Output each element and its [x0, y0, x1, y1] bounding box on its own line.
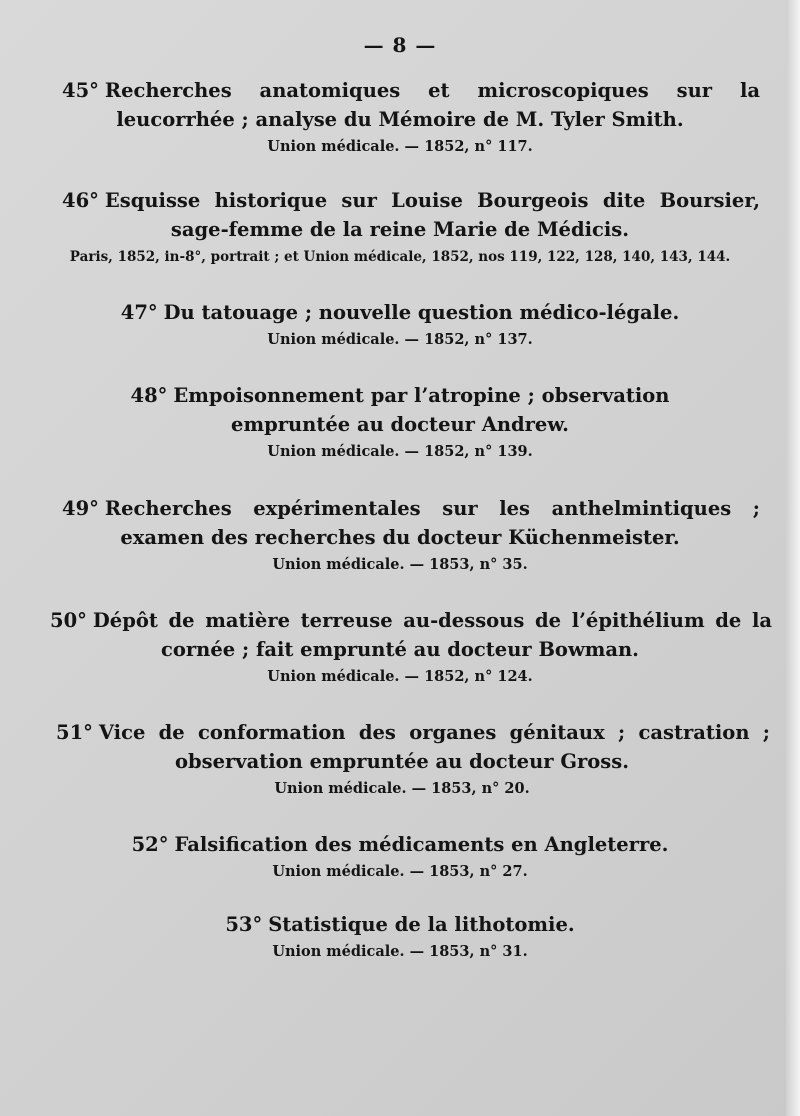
bibliography-entry-53: [40, 910, 760, 963]
entry-title-text: Du tatouage ; nouvelle question médico-légale.: [163, 301, 680, 324]
entry-source: Union médicale. — 1853, n° 20.: [274, 780, 530, 797]
entry-title-text: Vice de conformation des organes génitaux ; castration ; observation empruntée au docteur Gross.: [98, 721, 770, 773]
entry-number: 47°: [120, 301, 158, 324]
bibliography-entry-49: [40, 494, 760, 576]
entry-number: 46°: [62, 189, 99, 212]
entry-source: Union médicale. — 1853, n° 31.: [272, 943, 528, 960]
entry-source: Union médicale. — 1852, n° 124.: [267, 668, 533, 685]
entry-title: [40, 298, 760, 327]
entry-source: Union médicale. — 1852, n° 139.: [267, 443, 533, 460]
entry-title-text: Dépôt de matière terreuse au-dessous de l’épithélium de la cornée ; fait emprunté au docteur Bowman.: [92, 609, 772, 661]
entry-source: Union médicale. — 1853, n° 27.: [272, 863, 528, 880]
entry-title: [40, 76, 760, 134]
page-edge: [786, 0, 800, 1116]
entry-number: 48°: [130, 384, 168, 407]
entry-source: Union médicale. — 1853, n° 35.: [272, 556, 528, 573]
bibliography-entry-45: [40, 76, 760, 158]
entry-title: [40, 910, 760, 939]
entry-number: 50°: [50, 609, 87, 632]
bibliography-entry-46: [40, 186, 760, 268]
entry-title: [34, 718, 770, 776]
bibliography-entry-52: [40, 830, 760, 883]
entry-title: [28, 606, 772, 664]
entry-title-text: Recherches anatomiques et microscopiques sur la leucorrhée ; analyse du Mémoire de M. Tyler Smith.: [104, 79, 760, 131]
entry-number: 45°: [62, 79, 99, 102]
bibliography-entry-50: [28, 606, 772, 688]
bibliography-entry-51: [34, 718, 770, 800]
bibliography-entry-47: [40, 298, 760, 351]
entry-number: 52°: [131, 833, 169, 856]
entry-number: 53°: [225, 913, 263, 936]
entry-source: Union médicale. — 1852, n° 137.: [267, 331, 533, 348]
entry-title-text: Recherches expérimentales sur les anthelmintiques ; examen des recherches du docteur Küchenmeister.: [104, 497, 760, 549]
bibliography-entry-48: [40, 381, 760, 463]
entry-title-text: Falsification des médicaments en Angleterre.: [174, 833, 669, 856]
entry-title: [40, 494, 760, 552]
page-number: — 8 —: [363, 33, 437, 57]
entry-title: [40, 381, 760, 439]
entry-title-text: Empoisonnement par l’atropine ; observation empruntée au docteur Andrew.: [173, 384, 670, 436]
entry-number: 51°: [56, 721, 93, 744]
entry-source: Union médicale. — 1852, n° 117.: [267, 138, 533, 155]
entry-title-text: Statistique de la lithotomie.: [268, 913, 575, 936]
entry-title: [40, 830, 760, 859]
entry-number: 49°: [62, 497, 99, 520]
entry-source: Paris, 1852, in-8°, portrait ; et Union médicale, 1852, nos 119, 122, 128, 140, 143, 144.: [69, 249, 731, 265]
entry-title-text: Esquisse historique sur Louise Bourgeois dite Boursier, sage-femme de la reine Marie de Médicis.: [104, 189, 760, 241]
entry-title: [40, 186, 760, 244]
